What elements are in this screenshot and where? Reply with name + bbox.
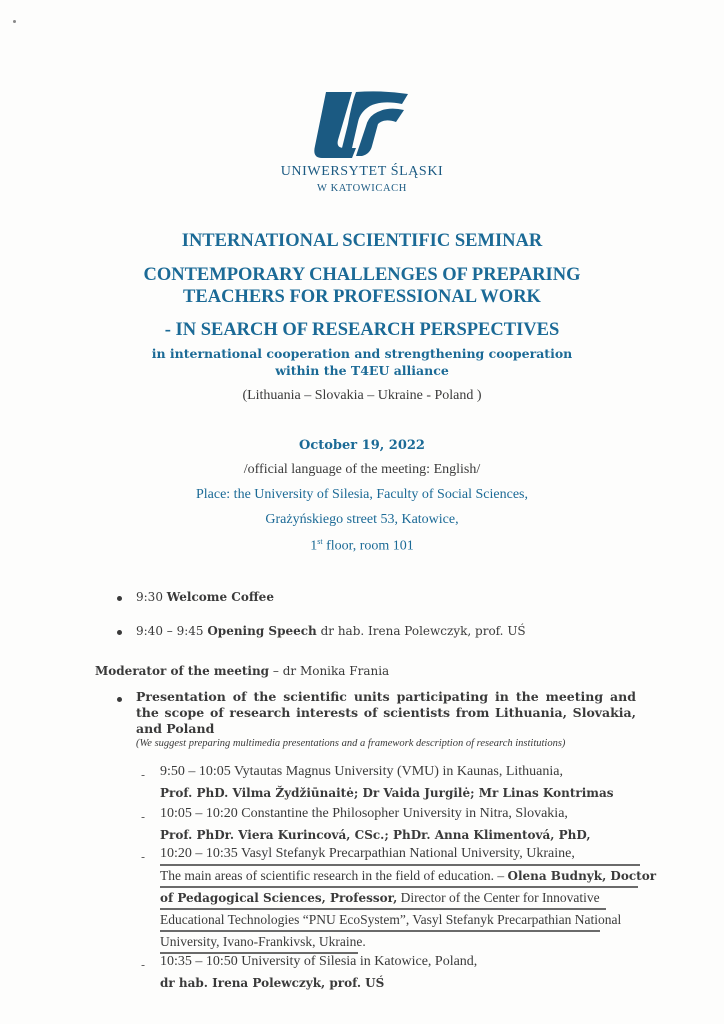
bullet-icon: [117, 697, 122, 702]
seminar-title-line-2: TEACHERS FOR PROFESSIONAL WORK: [183, 287, 541, 307]
bullet-icon: [117, 630, 122, 635]
official-language: /official language of the meeting: English/: [243, 462, 481, 477]
event-room: [0, 537, 724, 555]
underline-mark: [160, 864, 640, 866]
session-poland: 10:35 – 10:50 University of Silesia in Katowice, Poland,: [160, 954, 478, 969]
dash-icon: -: [141, 958, 146, 972]
presentation-heading: Presentation of the scientific units participating in the meeting and the scope of research interests of scientists from Lithuania, Slovakia, and Poland: [136, 689, 636, 736]
presentation-note: (We suggest preparing multimedia presentations and a framework description of research institutions): [136, 738, 566, 749]
logo-university-name: UNIWERSYTET ŚLĄSKI: [280, 164, 444, 179]
underline-mark: [160, 908, 606, 910]
floor-number: 1: [310, 538, 318, 554]
seminar-tagline-line-1: in international cooperation and strengthening cooperation: [151, 346, 573, 361]
event-place: Place: the University of Silesia, Faculty of Social Sciences,: [195, 487, 529, 502]
moderator-label: Moderator of the meeting: [95, 664, 270, 678]
session-lithuania: 9:50 – 10:05 Vytautas Magnus University (VMU) in Kaunas, Lithuania,: [160, 764, 563, 779]
event-date: October 19, 2022: [299, 438, 425, 453]
session-slovakia: 10:05 – 10:20 Constantine the Philosopher University in Nitra, Slovakia,: [160, 806, 568, 821]
agenda-time: 9:30: [136, 590, 167, 604]
session-ukraine: 10:20 – 10:35 Vasyl Stefanyk Precarpathian National University, Ukraine,: [160, 846, 575, 861]
dash-icon: -: [141, 768, 146, 782]
session-slovakia-speakers: Prof. PhDr. Viera Kurincová, CSc.; PhDr. Anna Klimentová, PhD,: [160, 828, 591, 842]
scan-speck: [13, 20, 16, 23]
session-ukraine-detail-4: University, Ivano-Frankivsk, Ukraine.: [160, 934, 366, 949]
seminar-subtitle: - IN SEARCH OF RESEARCH PERSPECTIVES: [164, 320, 560, 340]
underline-mark: [160, 886, 638, 888]
session-ukraine-title: of Pedagogical Sciences, Professor,: [160, 891, 398, 905]
bullet-icon: [117, 596, 122, 601]
moderator-name: – dr Monika Frania: [269, 664, 390, 678]
agenda-extra: dr hab. Irena Polewczyk, prof. UŚ: [316, 624, 526, 638]
session-lithuania-speakers: Prof. PhD. Vilma Žydžiūnaitė; Dr Vaida Jurgilė; Mr Linas Kontrimas: [160, 786, 614, 800]
underline-mark: [160, 930, 600, 932]
agenda-time: 9:40 – 9:45: [136, 624, 208, 638]
agenda-item-opening: [136, 624, 526, 638]
seminar-title-line-1: CONTEMPORARY CHALLENGES OF PREPARING: [143, 265, 581, 285]
agenda-item-welcome: [136, 590, 274, 604]
seminar-tagline: [0, 345, 724, 379]
seminar-tagline-line-2: within the T4EU alliance: [275, 363, 449, 378]
university-logo: [312, 88, 410, 160]
event-street: Grażyńskiego street 53, Katowice,: [265, 512, 459, 527]
floor-suffix: st: [317, 537, 323, 546]
seminar-heading: INTERNATIONAL SCIENTIFIC SEMINAR: [181, 231, 543, 251]
logo-city-name: W KATOWICACH: [317, 183, 407, 194]
dash-icon: -: [141, 810, 146, 824]
dash-icon: -: [141, 850, 146, 864]
session-ukraine-role: Director of the Center for Innovative: [397, 890, 600, 905]
session-ukraine-detail-1: [160, 868, 656, 884]
session-ukraine-detail-3: Educational Technologies “PNU EcoSystem”, Vasyl Stefanyk Precarpathian National: [160, 912, 622, 927]
agenda-title: Welcome Coffee: [166, 590, 274, 604]
agenda-title: Opening Speech: [207, 624, 317, 638]
session-ukraine-speaker: Olena Budnyk, Doctor: [507, 869, 657, 883]
seminar-title: [0, 264, 724, 308]
session-ukraine-detail-2: [160, 890, 600, 906]
session-ukraine-topic: The main areas of scientific research in the field of education. –: [160, 868, 508, 883]
floor-room: floor, room 101: [322, 538, 414, 554]
participating-countries: (Lithuania – Slovakia – Ukraine - Poland ): [242, 388, 482, 403]
session-poland-speakers: dr hab. Irena Polewczyk, prof. UŚ: [160, 976, 385, 990]
moderator-line: [95, 664, 389, 678]
